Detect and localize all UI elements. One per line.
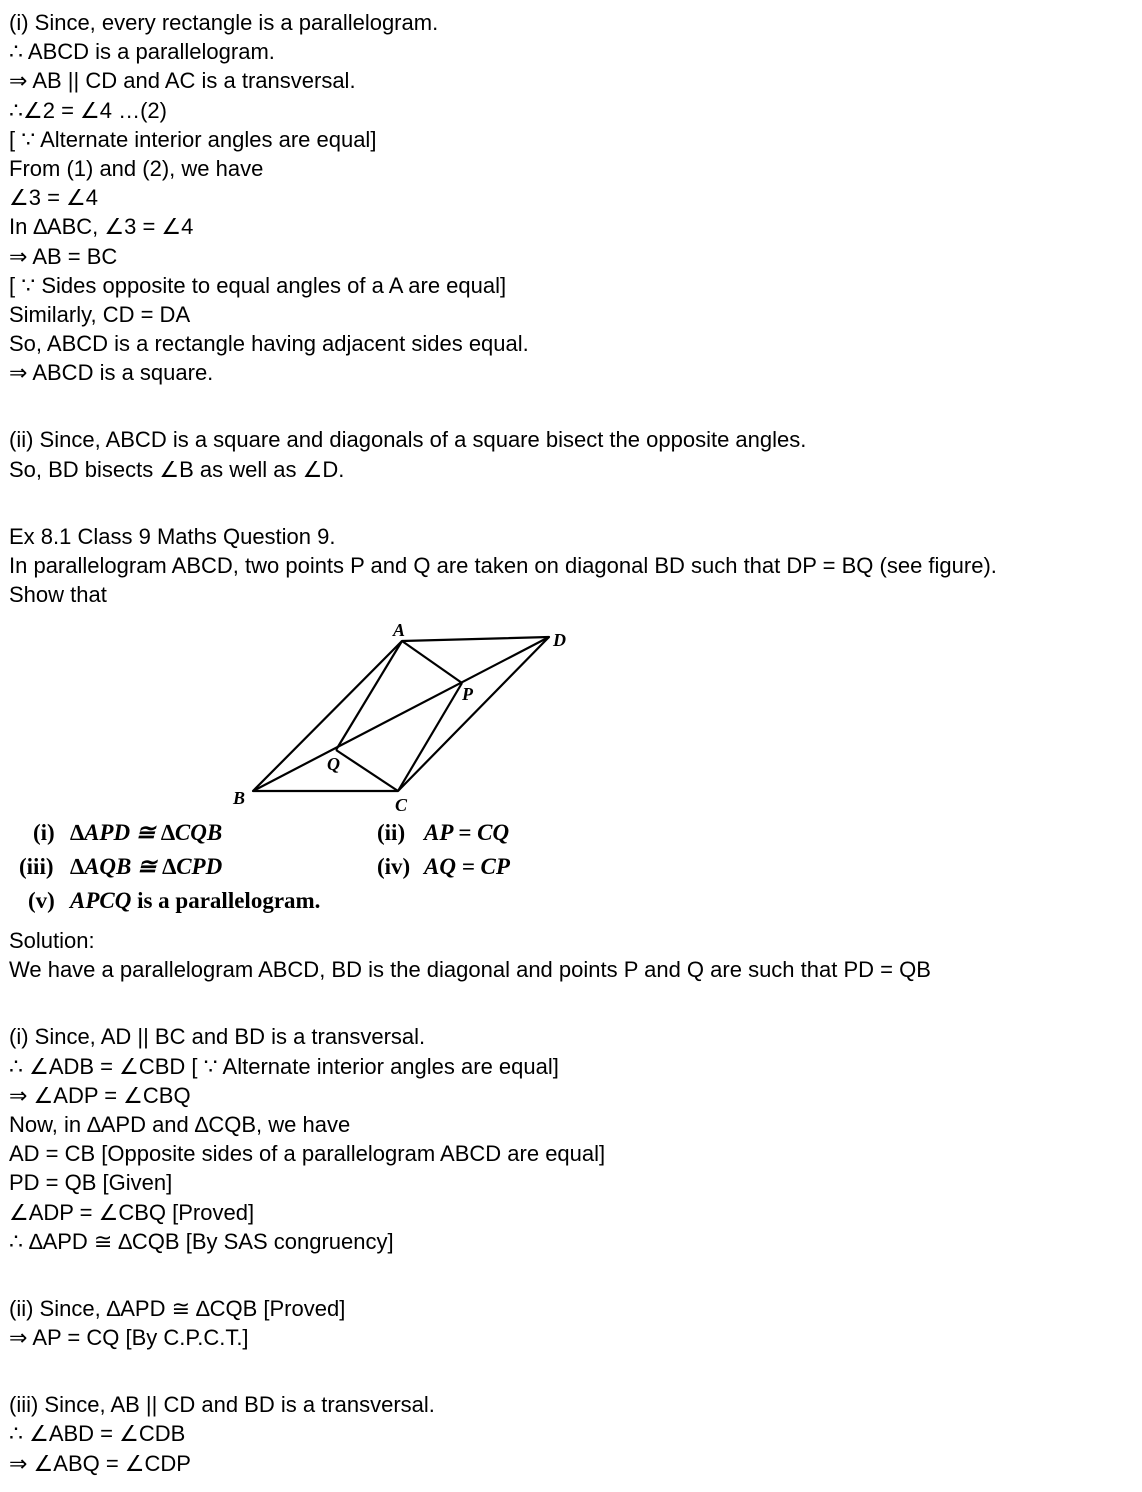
- statement-v-rest: is a parallelogram.: [131, 888, 321, 913]
- text-line: ⇒ ABCD is a square.: [9, 360, 214, 386]
- text-line: ⇒ AB || CD and AC is a transversal.: [9, 68, 356, 94]
- text-line: Now, in ∆APD and ∆CQB, we have: [9, 1111, 351, 1137]
- statement-iii: ∆AQB ≅ ∆CPD: [70, 854, 223, 879]
- text-line: AD = CB [Opposite sides of a parallelogram ABCD are equal]: [9, 1141, 606, 1167]
- text-line: ∠ADP = ∠CBQ [Proved]: [9, 1199, 255, 1225]
- solution-part-1: [9, 8, 1139, 609]
- statement-v-number: (v): [28, 888, 55, 913]
- segment-cq: [336, 750, 398, 791]
- text-line: So, BD bisects ∠B as well as ∠D.: [9, 456, 345, 482]
- label-b: B: [233, 788, 246, 808]
- statement-ii-number: (ii): [377, 820, 406, 845]
- statement-ii: AP = CQ: [424, 820, 510, 845]
- label-p: P: [462, 684, 473, 704]
- statement-v: [68, 888, 320, 913]
- text-line: ∠3 = ∠4: [9, 185, 98, 211]
- statement-iv: AQ = CP: [424, 854, 510, 879]
- text-line: ∴ ∠ADB = ∠CBD [ ∵ Alternate interior angles are equal]: [9, 1053, 559, 1079]
- text-line: ⇒ AP = CQ [By C.P.C.T.]: [9, 1325, 249, 1351]
- text-line: ∴ ABCD is a parallelogram.: [9, 39, 275, 65]
- label-d: D: [553, 630, 566, 650]
- solution-intro: We have a parallelogram ABCD, BD is the diagonal and points P and Q are such that PD = QB: [9, 957, 931, 983]
- label-c: C: [395, 795, 408, 815]
- statement-i-number: (i): [33, 820, 55, 845]
- parallelogram-figure: [0, 614, 600, 924]
- text-line: ∴ ∠ABD = ∠CDB: [9, 1421, 186, 1447]
- text-line: So, ABCD is a rectangle having adjacent sides equal.: [9, 331, 529, 357]
- text-line: In ∆ABC, ∠3 = ∠4: [9, 214, 194, 240]
- statement-iii-number: (iii): [19, 854, 54, 879]
- text-line: ⇒ AB = BC: [9, 243, 118, 269]
- label-q: Q: [327, 754, 340, 774]
- segment-ap: [402, 641, 462, 683]
- text-line: ∴∠2 = ∠4 …(2): [9, 97, 167, 123]
- show-that: Show that: [9, 582, 107, 608]
- question-text: In parallelogram ABCD, two points P and Q are taken on diagonal BD such that DP = BQ (see figure).: [9, 553, 997, 578]
- text-line: Similarly, CD = DA: [9, 301, 191, 327]
- text-line: (ii) Since, ∆APD ≅ ∆CQB [Proved]: [9, 1295, 346, 1321]
- text-line: [ ∵ Sides opposite to equal angles of a A are equal]: [9, 272, 507, 298]
- text-line: ⇒ ∠ABQ = ∠CDP: [9, 1450, 191, 1476]
- question-heading: Ex 8.1 Class 9 Maths Question 9.: [9, 523, 336, 549]
- text-line: ∴ ∆APD ≅ ∆CQB [By SAS congruency]: [9, 1228, 394, 1254]
- text-line: (i) Since, AD || BC and BD is a transversal.: [9, 1024, 426, 1050]
- text-line: ⇒ ∠ADP = ∠CBQ: [9, 1082, 191, 1108]
- statement-iv-number: (iv): [377, 854, 411, 879]
- text-line: From (1) and (2), we have: [9, 155, 264, 181]
- statement-i: ∆APD ≅ ∆CQB: [70, 820, 223, 845]
- solution-part-2: [9, 926, 1139, 1478]
- statement-v-name: APCQ: [70, 888, 132, 913]
- text-line: [ ∵ Alternate interior angles are equal]: [9, 126, 377, 152]
- solution-label: Solution:: [9, 928, 95, 953]
- diagonal-bd: [253, 637, 549, 791]
- label-a: A: [393, 620, 406, 640]
- text-line: PD = QB [Given]: [9, 1170, 173, 1196]
- text-line: (iii) Since, AB || CD and BD is a transversal.: [9, 1392, 435, 1418]
- segment-aq: [336, 641, 402, 750]
- text-line: (i) Since, every rectangle is a parallelogram.: [9, 10, 439, 35]
- text-line: (ii) Since, ABCD is a square and diagonals of a square bisect the opposite angles.: [9, 427, 807, 453]
